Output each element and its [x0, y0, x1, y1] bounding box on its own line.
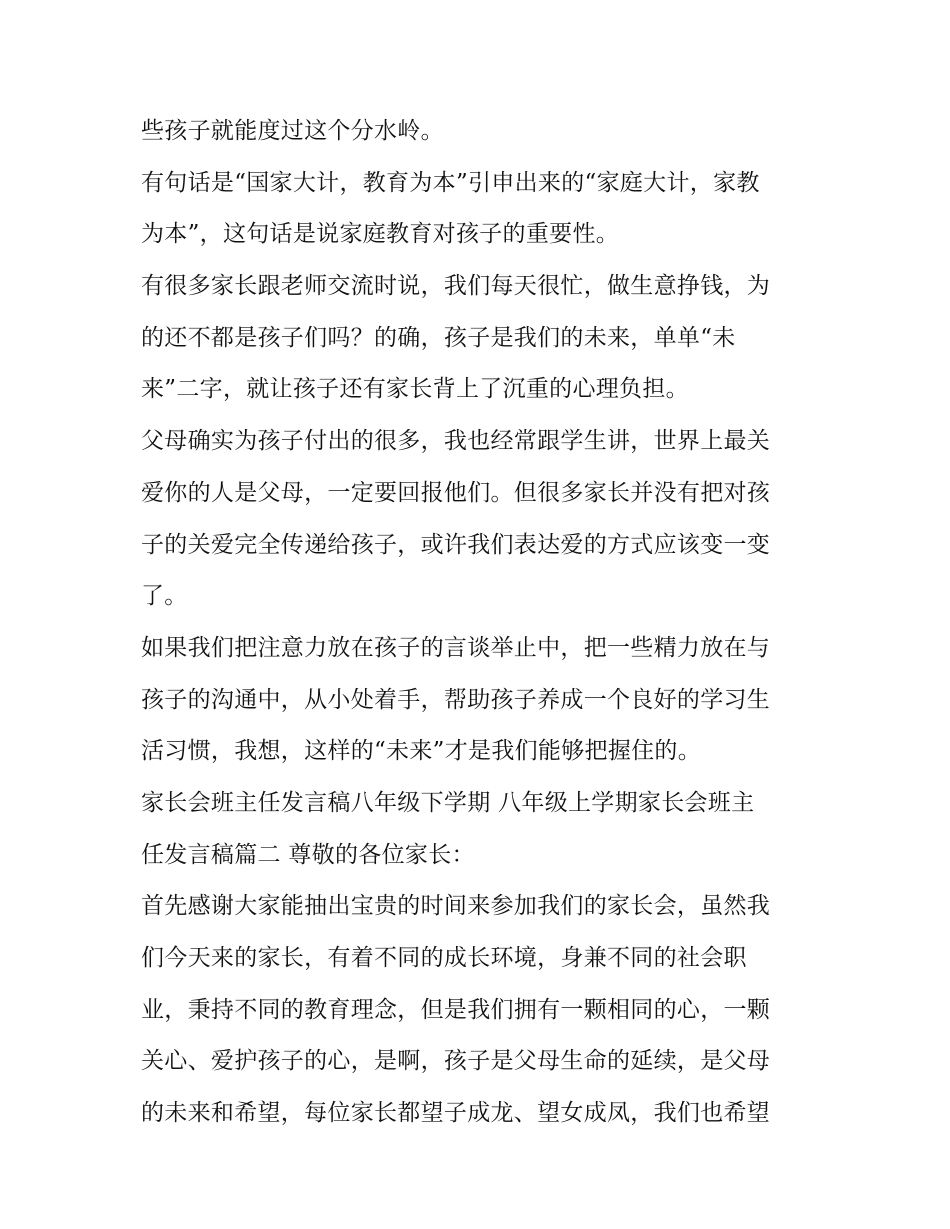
- text-line: 任发言稿篇二 尊敬的各位家长：: [141, 841, 475, 868]
- text-line: 家长会班主任发言稿八年级下学期 八年级上学期家长会班主: [141, 789, 755, 816]
- text-line: 首先感谢大家能抽出宝贵的时间来参加我们的家长会，虽然我: [141, 893, 771, 920]
- body-text: [141, 106, 821, 1140]
- text-line: 子的关爱完全传递给孩子，或许我们表达爱的方式应该变一变: [141, 531, 771, 558]
- text-line: 有很多家长跟老师交流时说，我们每天很忙，做生意挣钱，为: [141, 273, 771, 300]
- text-line: 些孩子就能度过这个分水岭。: [141, 118, 444, 144]
- text-line: 孩子的沟通中，从小处着手，帮助孩子养成一个良好的学习生: [141, 686, 771, 713]
- text-line: 如果我们把注意力放在孩子的言谈举止中，把一些精力放在与: [141, 634, 771, 661]
- text-line: 父母确实为孩子付出的很多，我也经常跟学生讲，世界上最关: [141, 428, 771, 455]
- text-line: 活习惯，我想，这样的“未来”才是我们能够把握住的。: [141, 738, 702, 765]
- text-line: 的还不都是孩子们吗？的确，孩子是我们的未来，单单“未: [141, 324, 736, 351]
- text-line: 们今天来的家长，有着不同的成长环境，身兼不同的社会职: [141, 945, 747, 971]
- text-line: 的未来和希望，每位家长都望子成龙、望女成凤，我们也希望: [141, 1100, 771, 1127]
- text-line: 关心、爱护孩子的心，是啊，孩子是父母生命的延续，是父母: [141, 1048, 771, 1075]
- text-line: 来”二字，就让孩子还有家长背上了沉重的心理负担。: [141, 376, 689, 403]
- text-line: 有句话是“国家大计，教育为本”引申出来的“家庭大计，家教: [141, 169, 760, 196]
- text-line: 业，秉持不同的教育理念，但是我们拥有一颗相同的心，一颗: [141, 996, 771, 1023]
- text-line: 爱你的人是父母，一定要回报他们。但很多家长并没有把对孩: [141, 479, 771, 506]
- text-line: 为本”，这句话是说家庭教育对孩子的重要性。: [141, 221, 620, 248]
- text-line: 了。: [141, 583, 188, 610]
